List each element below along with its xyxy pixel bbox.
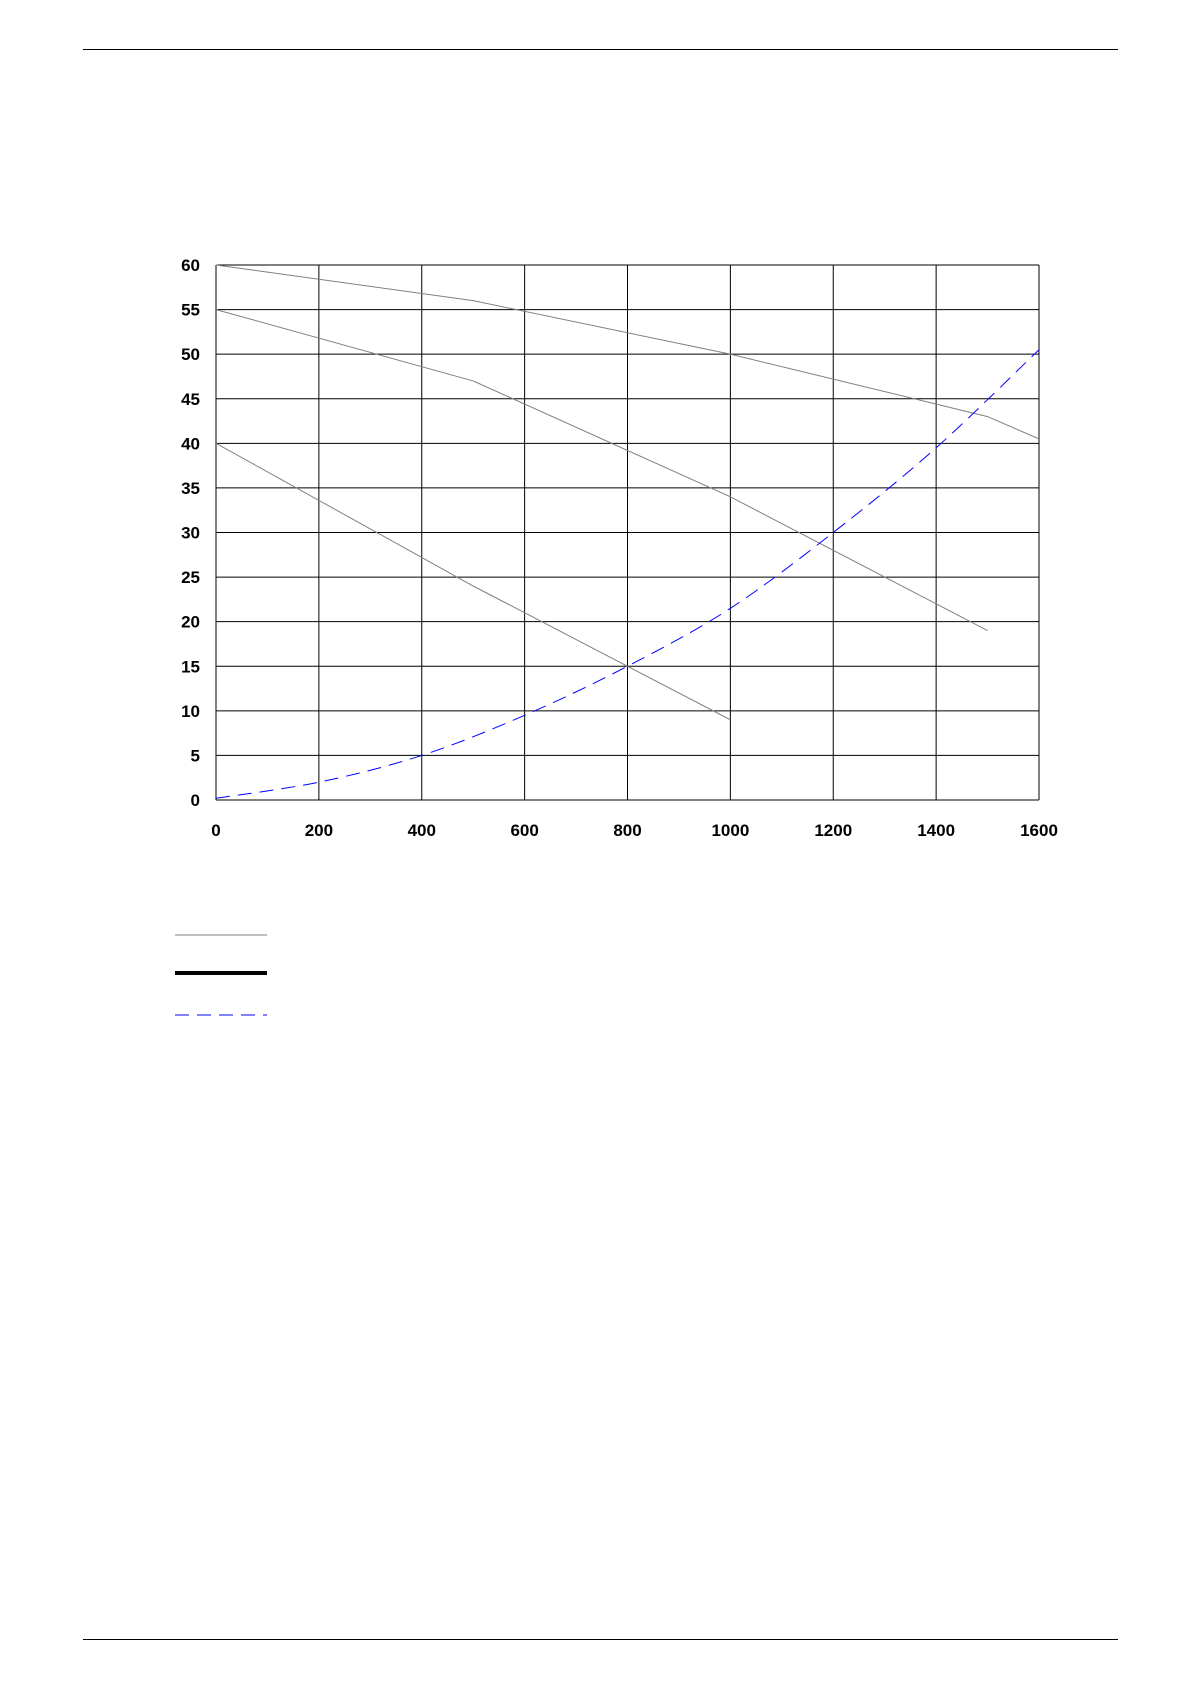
y-tick-label: 60 [181,256,200,275]
y-tick-label: 0 [190,791,200,810]
legend [175,935,267,1015]
y-tick-label: 40 [181,434,200,454]
y-tick-label: 5 [190,746,200,766]
x-tick-label: 1000 [711,821,750,840]
grid [216,265,1039,800]
y-tick-label: 25 [181,568,200,588]
x-tick-label: 400 [407,821,436,840]
y-tick-label: 10 [181,701,200,721]
x-tick-label: 800 [613,821,642,840]
x-tick-label: 1600 [1020,821,1058,840]
series-line-3 [216,443,730,719]
x-tick-label: 600 [510,821,539,840]
x-tick-label: 0 [211,821,221,840]
y-tick-label: 20 [181,612,200,632]
y-tick-label: 15 [181,657,200,677]
x-tick-label: 200 [304,821,334,840]
y-tick-label: 55 [181,300,200,320]
y-tick-label: 45 [181,389,200,409]
y-tick-label: 30 [181,523,200,543]
y-tick-label: 35 [181,478,200,498]
x-tick-label: 1400 [917,821,956,840]
tick-labels [181,256,1058,840]
series-line-2 [216,310,988,631]
x-tick-label: 1200 [814,821,853,840]
y-tick-label: 50 [181,345,200,365]
